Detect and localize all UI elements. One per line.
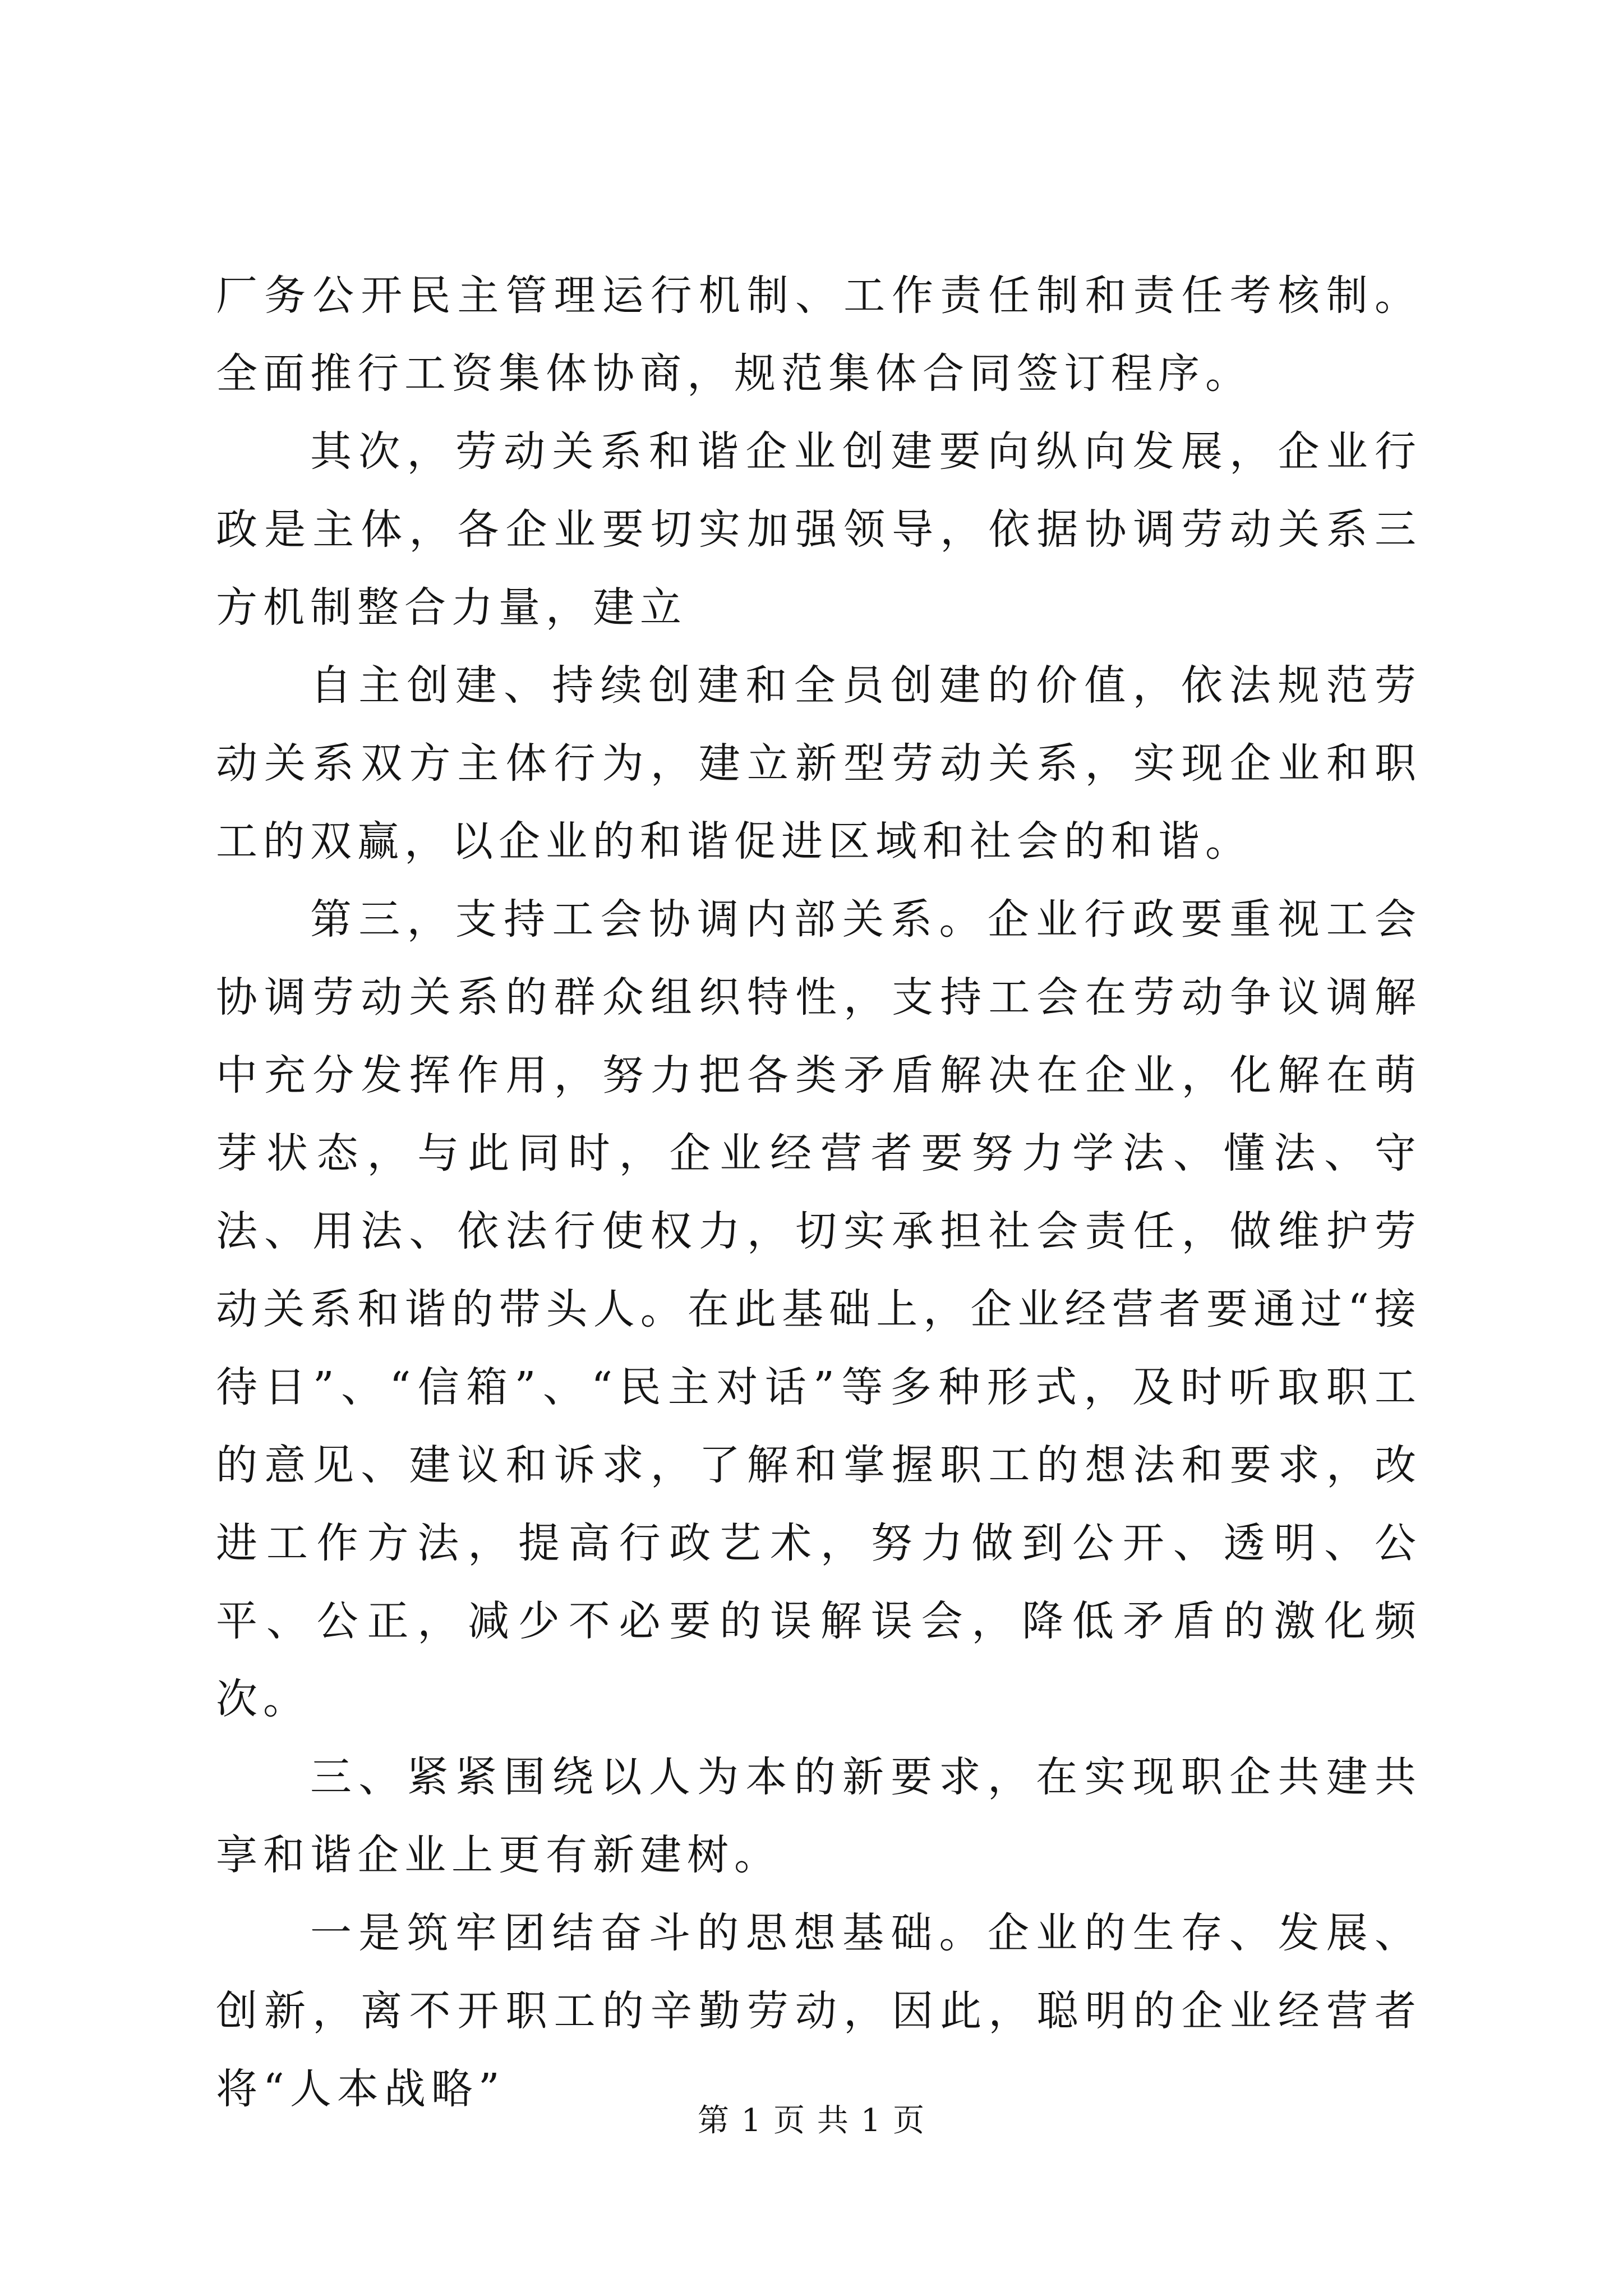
paragraph-2: 其次，劳动关系和谐企业创建要向纵向发展，企业行政是主体，各企业要切实加强领导，依据协调劳动关系三方机制整合力量，建立	[216, 427, 1422, 632]
paragraph-6: 一是筑牢团结奋斗的思想基础。企业的生存、发展、创新，离不开职工的辛勤劳动，因此，聪明的企业经营者将“人本战略”	[216, 1909, 1422, 2113]
document-body	[216, 257, 1422, 2128]
paragraph-4: 第三，支持工会协调内部关系。企业行政要重视工会协调劳动关系的群众组织特性，支持工会在劳动争议调解中充分发挥作用，努力把各类矛盾解决在企业，化解在萌芽状态，与此同时，企业经营者要努力学法、懂法、守法、用法、依法行使权力，切实承担社会责任，做维护劳动关系和谐的带头人。在此基础上，企业经营者要通过“接待日”、“信箱”、“民主对话”等多种形式，及时听取职工的意见、建议和诉求，了解和掌握职工的想法和要求，改进工作方法，提高行政艺术，努力做到公开、透明、公平、公正，减少不必要的误解误会，降低矛盾的激化频次。	[216, 895, 1422, 1723]
page-footer: 第 1 页 共 1 页	[697, 2102, 926, 2139]
paragraph-1: 厂务公开民主管理运行机制、工作责任制和责任考核制。全面推行工资集体协商，规范集体合同签订程序。	[216, 272, 1422, 398]
paragraph-3: 自主创建、持续创建和全员创建的价值，依法规范劳动关系双方主体行为，建立新型劳动关系，实现企业和职工的双赢，以企业的和谐促进区域和社会的和谐。	[216, 661, 1422, 866]
paragraph-5: 三、紧紧围绕以人为本的新要求，在实现职企共建共享和谐企业上更有新建树。	[216, 1753, 1422, 1879]
